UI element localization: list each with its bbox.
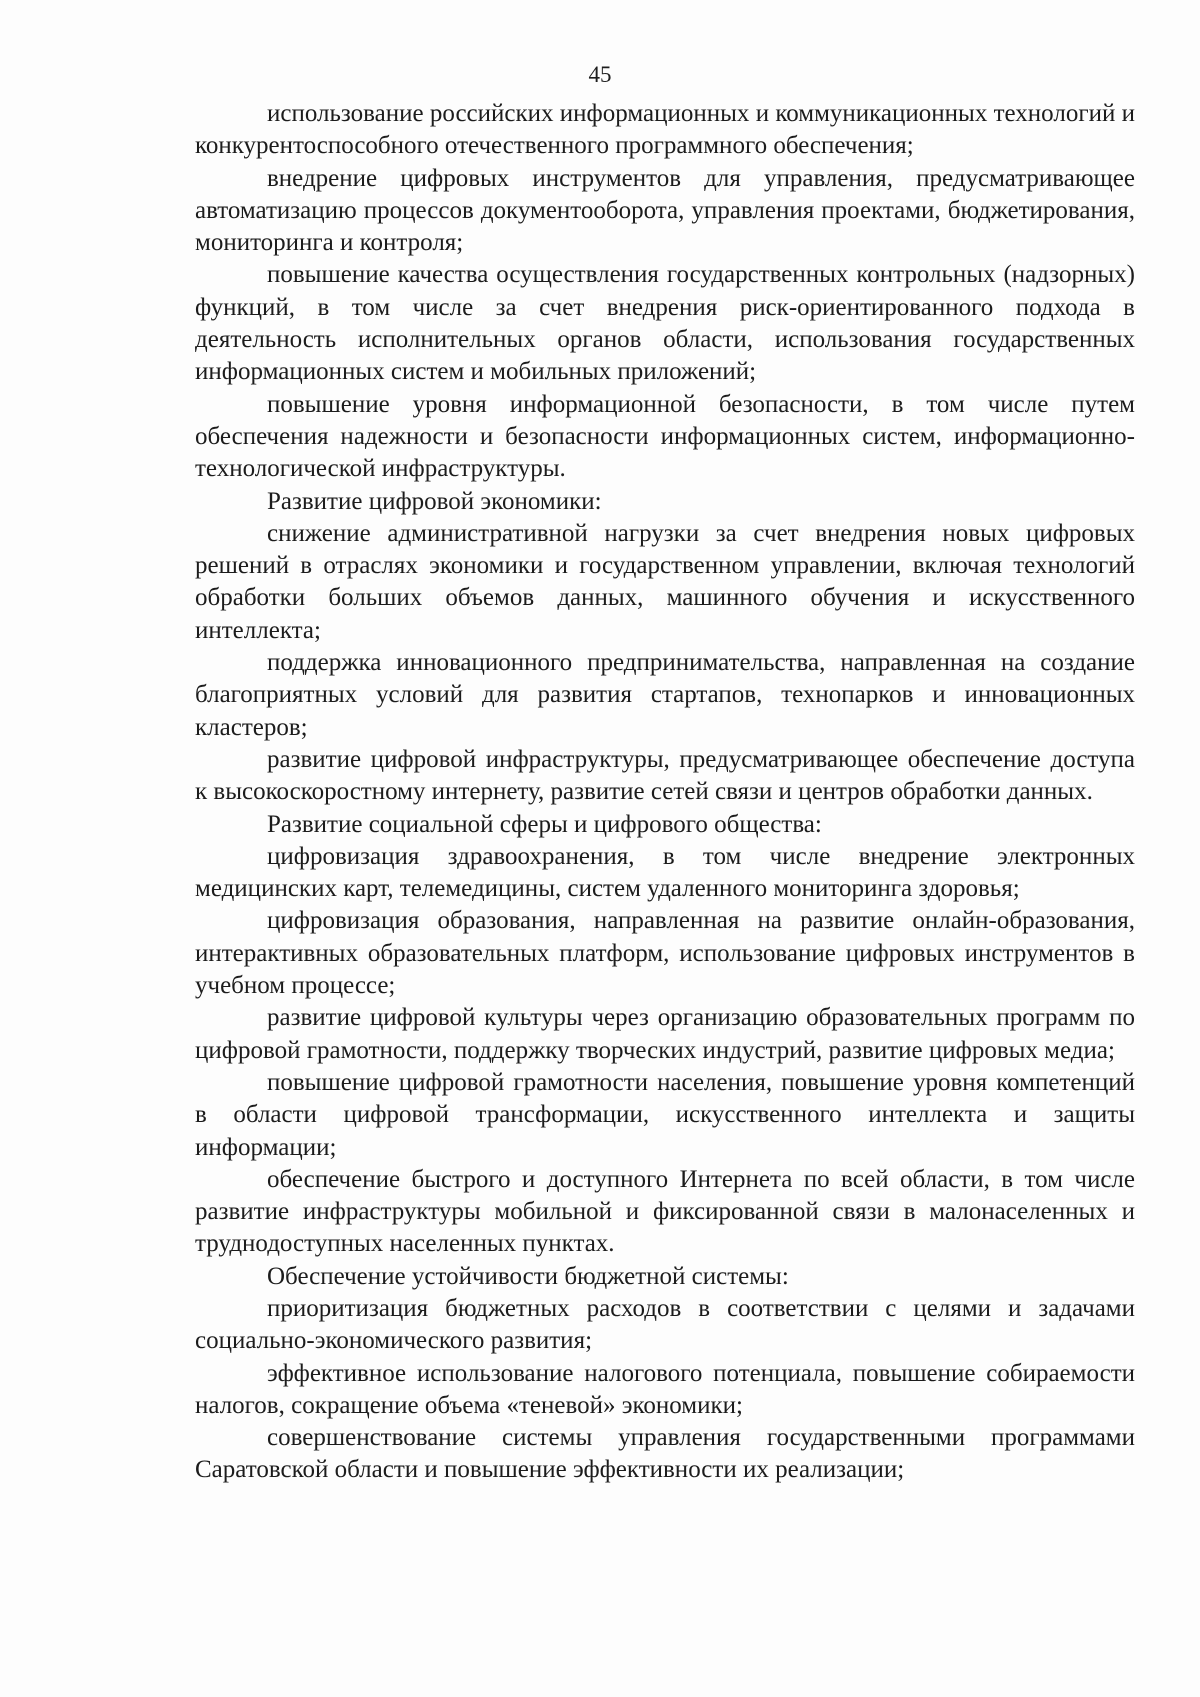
paragraph: приоритизация бюджетных расходов в соответствии с целями и задачами социально-экономического развития; <box>195 1294 1135 1355</box>
document-body <box>195 98 1135 1487</box>
paragraph: снижение административной нагрузки за счет внедрения новых цифровых решений в отраслях экономики и государственном управлении, включая технологий обработки больших объемов данных, машинного обучения и искусственного интеллекта; <box>195 519 1135 644</box>
paragraph: развитие цифровой культуры через организацию образовательных программ по цифровой грамотности, поддержку творческих индустрий, развитие цифровых медиа; <box>195 1004 1135 1064</box>
section-heading: Обеспечение устойчивости бюджетной системы: <box>267 1262 789 1290</box>
paragraph: повышение уровня информационной безопасности, в том числе путем обеспечения надежности и безопасности информационных систем, информационно-технологической инфраструктуры. <box>195 390 1135 483</box>
section-heading: Развитие социальной сферы и цифрового общества: <box>267 810 822 838</box>
paragraph: совершенствование системы управления государственными программами Саратовской области и повышение эффективности их реализации; <box>195 1424 1135 1484</box>
paragraph: повышение цифровой грамотности населения, повышение уровня компетенций в области цифровой трансформации, искусственного интеллекта и защиты информации; <box>195 1068 1135 1161</box>
page-number: 45 <box>588 62 612 87</box>
paragraph: цифровизация здравоохранения, в том числе внедрение электронных медицинских карт, телемедицины, систем удаленного мониторинга здоровья; <box>195 842 1135 903</box>
paragraph: поддержка инновационного предпринимательства, направленная на создание благоприятных условий для развития стартапов, технопарков и инновационных кластеров; <box>195 649 1135 741</box>
paragraph: использование российских информационных и коммуникационных технологий и конкурентоспособного отечественного программного обеспечения; <box>195 100 1135 160</box>
paragraph: эффективное использование налогового потенциала, повышение собираемости налогов, сокращение объема «теневой» экономики; <box>195 1359 1135 1419</box>
paragraph: внедрение цифровых инструментов для управления, предусматривающее автоматизацию процессов документооборота, управления проектами, бюджетирования, мониторинга и контроля; <box>195 164 1135 257</box>
paragraph: развитие цифровой инфраструктуры, предусматривающее обеспечение доступа к высокоскоростному интернету, развитие сетей связи и центров обработки данных. <box>195 745 1135 806</box>
paragraph: повышение качества осуществления государственных контрольных (надзорных) функций, в том числе за счет внедрения риск-ориентированного подхода в деятельность исполнительных органов области, использования государственных информационных систем и мобильных приложений; <box>195 261 1135 386</box>
section-heading: Развитие цифровой экономики: <box>267 487 602 515</box>
paragraph: обеспечение быстрого и доступного Интернета по всей области, в том числе развитие инфраструктуры мобильной и фиксированной связи в малонаселенных и труднодоступных населенных пунктах. <box>195 1165 1135 1258</box>
paragraph: цифровизация образования, направленная на развитие онлайн-образования, интерактивных образовательных платформ, использование цифровых инструментов в учебном процессе; <box>195 907 1135 1000</box>
